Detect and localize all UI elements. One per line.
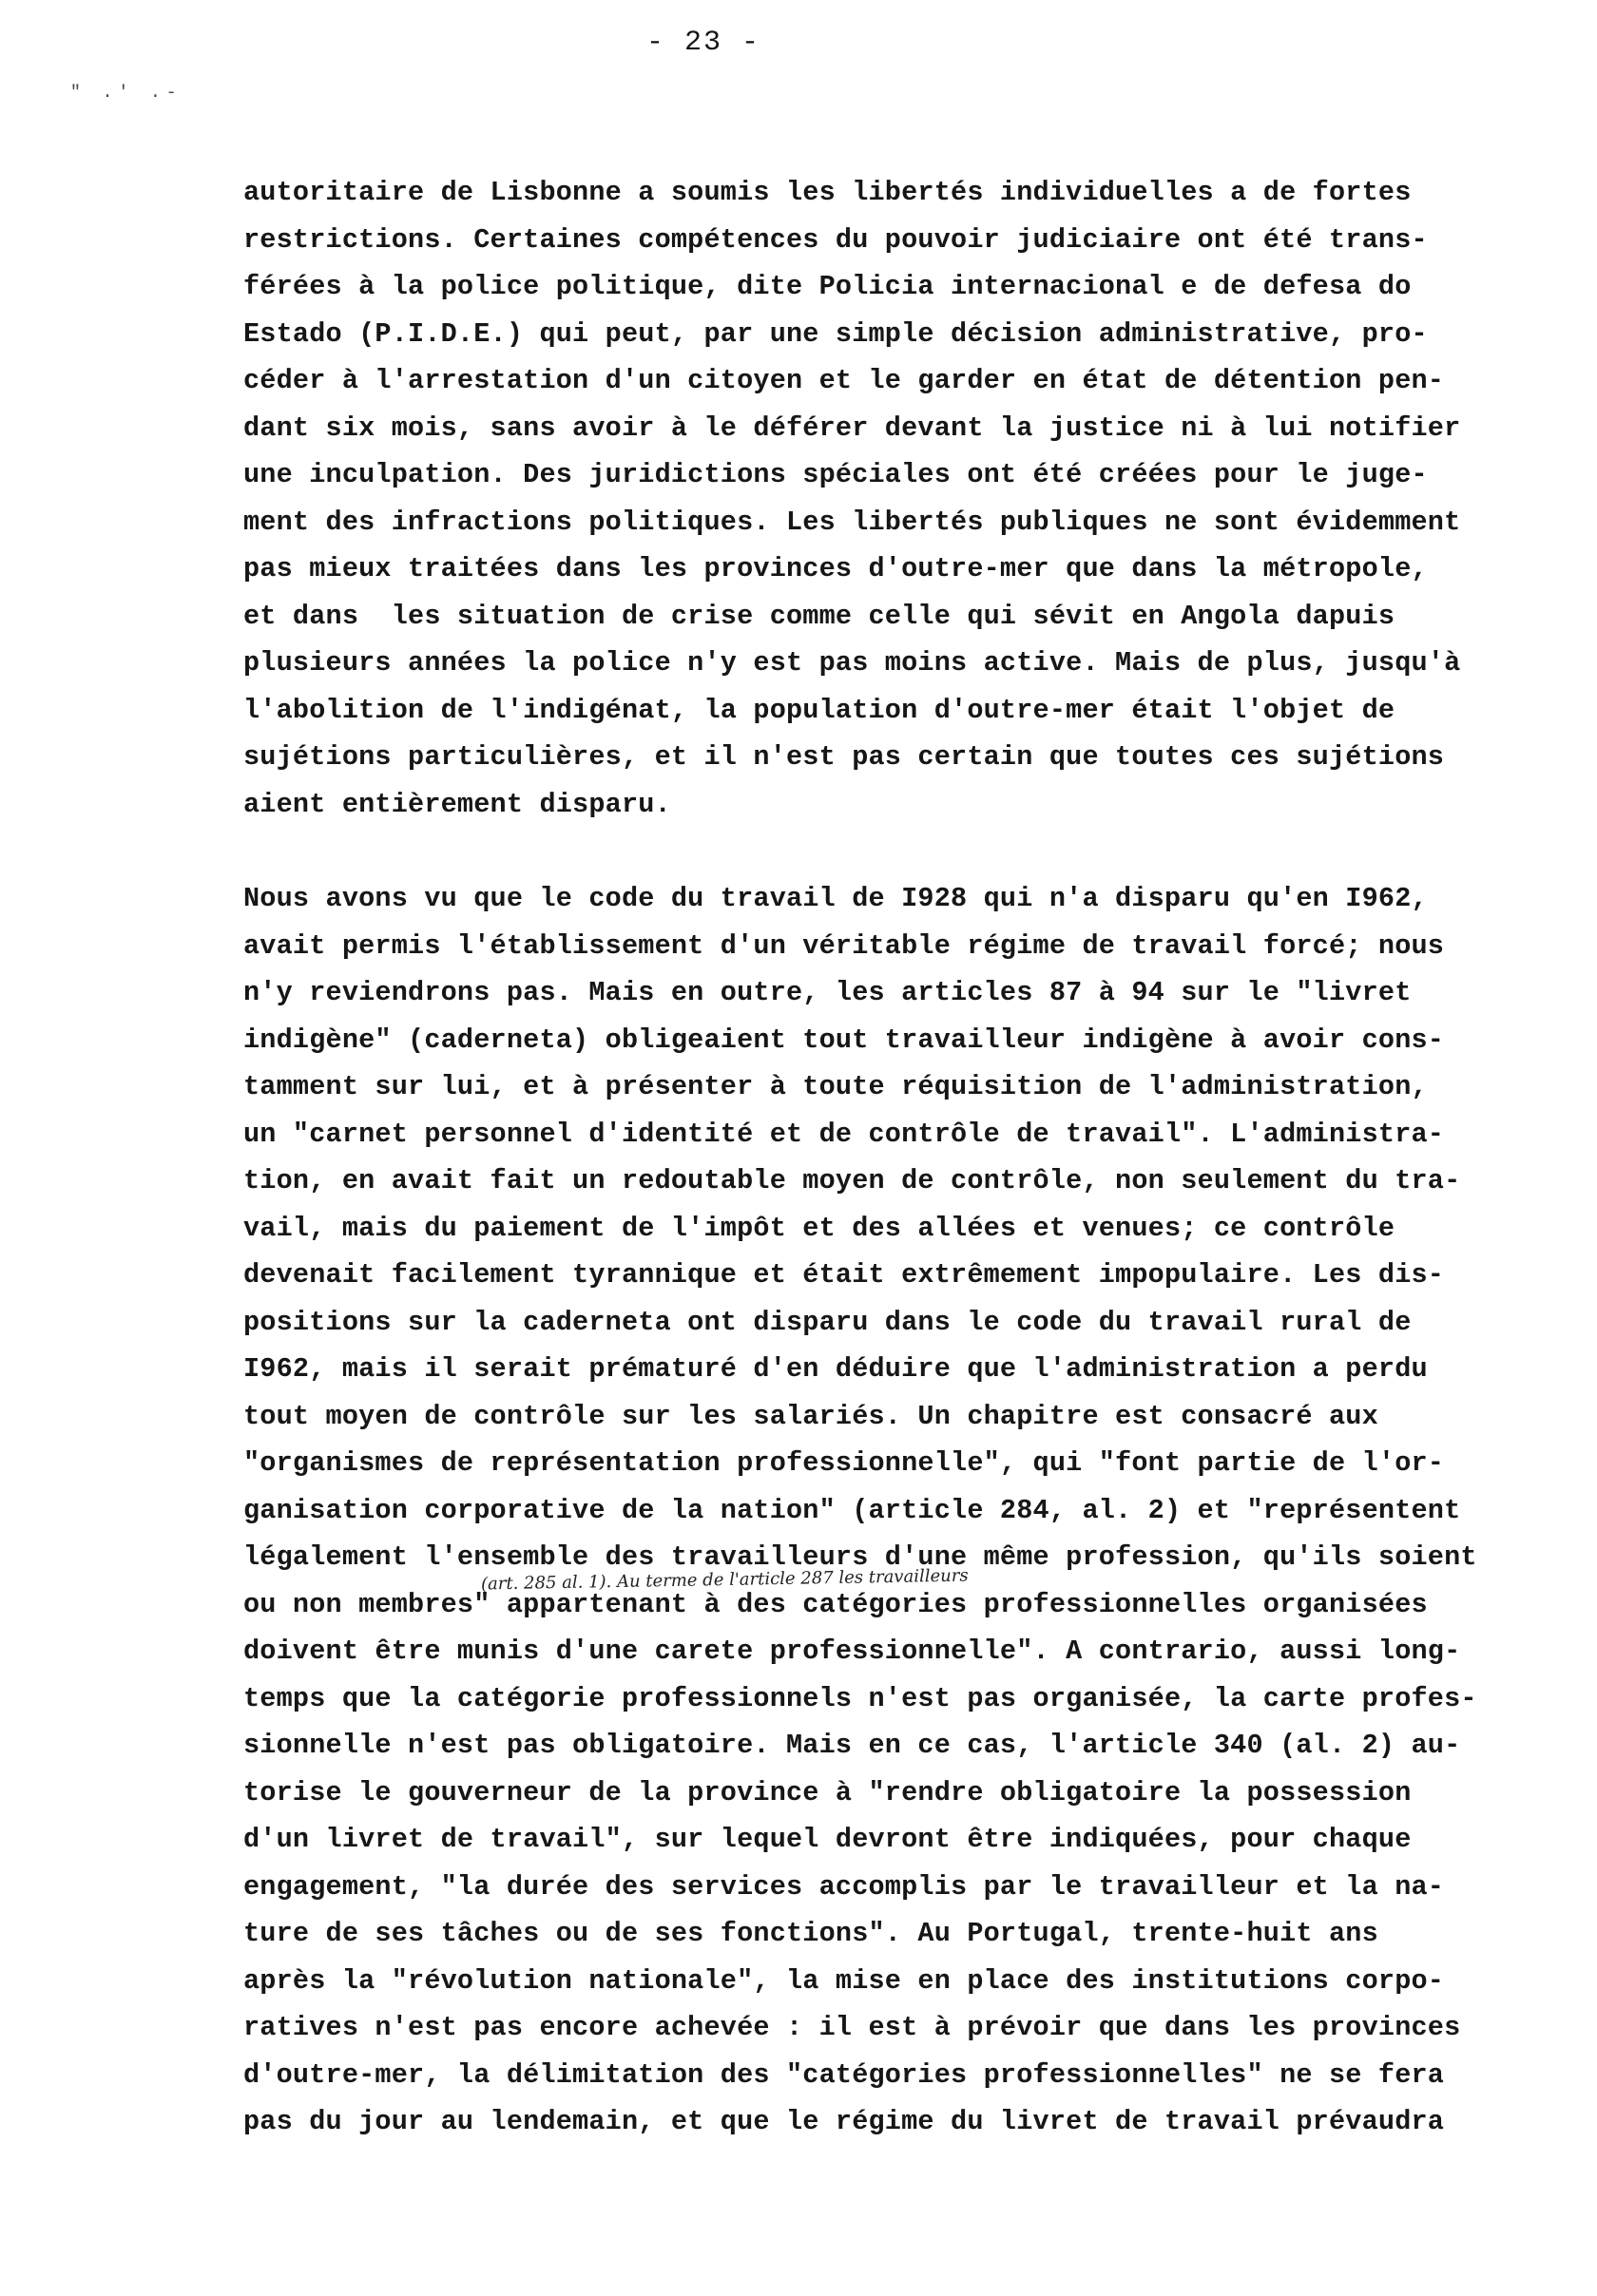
text-line: vail, mais du paiement de l'impôt et des allées et venues; ce contrôle xyxy=(243,1212,1395,1244)
text-line: céder à l'arrestation d'un citoyen et le garder en état de détention pen- xyxy=(243,365,1445,396)
text-line: plusieurs années la police n'y est pas moins active. Mais de plus, jusqu'à xyxy=(243,647,1461,679)
text-line: temps que la catégorie professionnels n'est pas organisée, la carte profes- xyxy=(243,1682,1477,1714)
text-line: ganisation corporative de la nation" (article 284, al. 2) et "représentent xyxy=(243,1494,1461,1526)
text-line: aient entièrement disparu. xyxy=(243,788,671,820)
text-line: d'un livret de travail", sur lequel devront être indiquées, pour chaque xyxy=(243,1824,1412,1855)
text-line: restrictions. Certaines compétences du pouvoir judiciaire ont été trans- xyxy=(243,223,1428,256)
paragraph-2 xyxy=(243,875,1574,2146)
text-line: sionnelle n'est pas obligatoire. Mais en ce cas, l'article 340 (al. 2) au- xyxy=(243,1730,1461,1761)
text-line: et dans les situation de crise comme celle qui sévit en Angola dapuis xyxy=(243,600,1395,632)
text-line: une inculpation. Des juridictions spéciales ont été créées pour le juge- xyxy=(243,459,1428,490)
text-line: avait permis l'établissement d'un véritable régime de travail forcé; nous xyxy=(243,929,1445,962)
text-line: Nous avons vu que le code du travail de I928 qui n'a disparu qu'en I962, xyxy=(243,883,1428,914)
text-line: tion, en avait fait un redoutable moyen de contrôle, non seulement du tra- xyxy=(243,1165,1461,1196)
text-line: devenait facilement tyrannique et était extrêmement impopulaire. Les dis- xyxy=(243,1259,1445,1291)
text-line: Estado (P.I.D.E.) qui peut, par une simple décision administrative, pro- xyxy=(243,317,1428,350)
text-line: n'y reviendrons pas. Mais en outre, les articles 87 à 94 sur le "livret xyxy=(243,977,1412,1008)
text-line: férées à la police politique, dite Policia internacional e de defesa do xyxy=(243,271,1412,302)
text-line: pas du jour au lendemain, et que le régime du livret de travail prévaudra xyxy=(243,2106,1445,2137)
text-line: tamment sur lui, et à présenter à toute réquisition de l'administration, xyxy=(243,1071,1428,1102)
paragraph-1 xyxy=(243,169,1574,828)
text-line: ratives n'est pas encore achevée : il est à prévoir que dans les provinces xyxy=(243,2012,1461,2043)
text-line: indigène" (caderneta) obligeaient tout travailleur indigène à avoir cons- xyxy=(243,1024,1445,1056)
text-line: torise le gouverneur de la province à "rendre obligatoire la possession xyxy=(243,1776,1412,1808)
text-line: "organismes de représentation professionnelle", qui "font partie de l'or- xyxy=(243,1447,1445,1479)
text-line: sujétions particulières, et il n'est pas certain que toutes ces sujétions xyxy=(243,741,1445,773)
text-line: tout moyen de contrôle sur les salariés. Un chapitre est consacré aux xyxy=(243,1400,1378,1432)
handwritten-annotation: (art. 285 al. 1). Au terme de l'article 287 les travailleurs xyxy=(480,1565,969,1594)
page-number: - 23 - xyxy=(645,27,761,59)
text-line: l'abolition de l'indigénat, la population d'outre-mer était l'objet de xyxy=(243,694,1395,726)
text-line: ment des infractions politiques. Les libertés publiques ne sont évidemment xyxy=(243,506,1461,538)
scan-artifact-mark: " .' .- xyxy=(70,84,183,103)
text-line: ture de ses tâches ou de ses fonctions". Au Portugal, trente-huit ans xyxy=(243,1918,1378,1949)
text-line: ou non membres" appartenant à des catégories professionnelles organisées xyxy=(243,1588,1428,1620)
text-line: doivent être munis d'une carete professionnelle". A contrario, aussi long- xyxy=(243,1636,1461,1667)
text-line: après la "révolution nationale", la mise en place des institutions corpo- xyxy=(243,1964,1445,1997)
text-line: pas mieux traitées dans les provinces d'outre-mer que dans la métropole, xyxy=(243,553,1428,584)
text-line: légalement l'ensemble des travailleurs d'une même profession, qu'ils soient xyxy=(243,1541,1477,1573)
text-line: un "carnet personnel d'identité et de contrôle de travail". L'administra- xyxy=(243,1118,1445,1150)
text-line: autoritaire de Lisbonne a soumis les libertés individuelles a de fortes xyxy=(243,177,1412,208)
text-line: positions sur la caderneta ont disparu dans le code du travail rural de xyxy=(243,1306,1412,1338)
text-line: d'outre-mer, la délimitation des "catégories professionnelles" ne se fera xyxy=(243,2058,1445,2091)
text-line: engagement, "la durée des services accomplis par le travailleur et la na- xyxy=(243,1870,1445,1903)
document-body xyxy=(243,169,1574,2146)
text-line: dant six mois, sans avoir à le déférer devant la justice ni à lui notifier xyxy=(243,411,1461,444)
text-line: I962, mais il serait prématuré d'en déduire que l'administration a perdu xyxy=(243,1353,1428,1385)
